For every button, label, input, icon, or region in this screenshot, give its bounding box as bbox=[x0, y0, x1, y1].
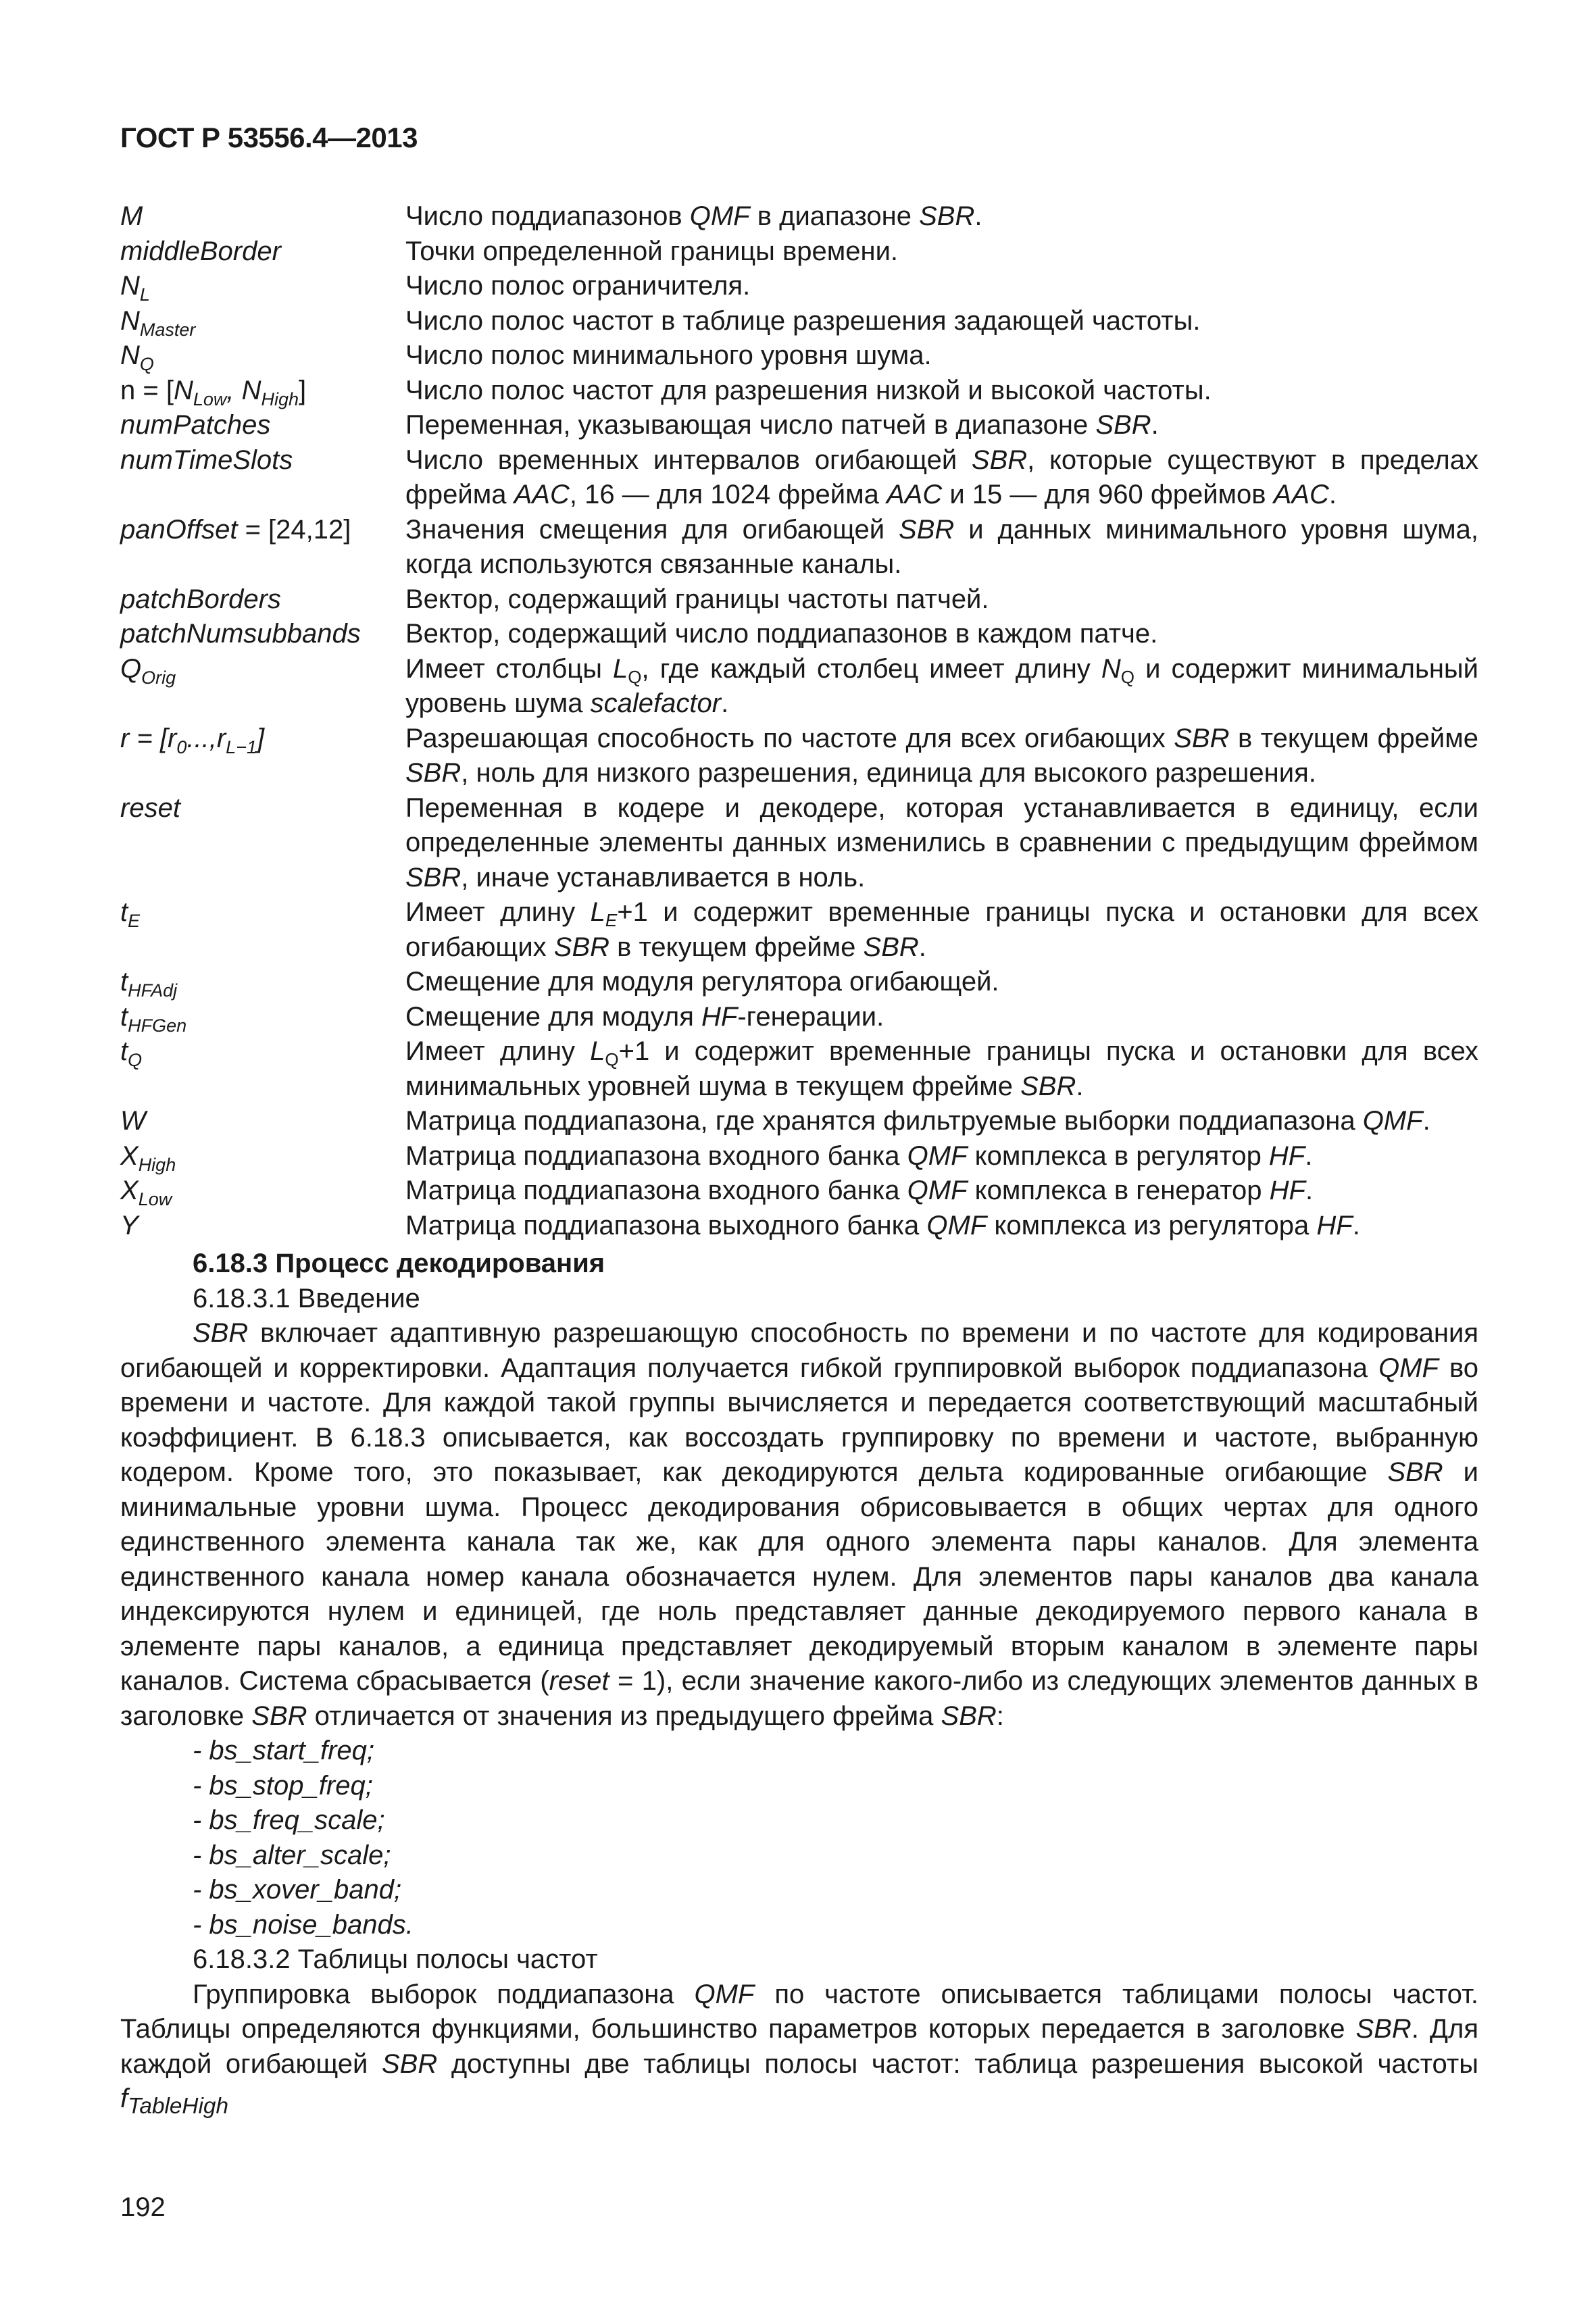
definition-term: M bbox=[120, 201, 143, 231]
list-item: - bs_xover_band; bbox=[193, 1875, 402, 1905]
definition-row bbox=[120, 722, 1478, 791]
definition-description: Вектор, содержащий число поддиапазонов в каждом патче. bbox=[405, 619, 1158, 649]
section-body bbox=[120, 1247, 1478, 2124]
definition-row bbox=[120, 338, 1478, 374]
definition-term: panOffset = [24,12] bbox=[120, 514, 351, 545]
definition-row bbox=[120, 304, 1478, 339]
subsection-title-tables: 6.18.3.2 Таблицы полосы частот bbox=[193, 1944, 598, 1974]
list-item: - bs_alter_scale; bbox=[193, 1840, 391, 1870]
definition-description: Число полос частот для разрешения низкой и высокой частоты. bbox=[405, 375, 1212, 405]
definition-description: Имеет длину $L_E+1$ и содержит временные границы пуска и остановки для всех огибающих SBR в текущем фрейме SBR. bbox=[405, 897, 1479, 962]
definition-term: $t_{HFAdj}$ bbox=[120, 967, 178, 1001]
definition-description: Матрица поддиапазона выходного банка QMF комплекса из регулятора HF. bbox=[405, 1210, 1360, 1240]
definition-term: $t_E$ bbox=[120, 897, 141, 931]
definition-term: numTimeSlots bbox=[120, 445, 293, 475]
list-item: - bs_noise_bands. bbox=[193, 1909, 414, 1940]
definition-term: $r = [r_0...,r_{L-1}]$ bbox=[120, 723, 265, 757]
definition-term: Y bbox=[120, 1210, 139, 1240]
definition-description: Матрица поддиапазона входного банка QMF комплекса в генератор HF. bbox=[405, 1176, 1314, 1205]
definition-term: $N_L$ bbox=[120, 271, 150, 305]
definition-description: Переменная, указывающая число патчей в диапазоне SBR. bbox=[405, 410, 1159, 440]
definition-row bbox=[120, 1000, 1478, 1035]
definition-description: Число полос частот в таблице разрешения задающей частоты. bbox=[405, 305, 1201, 336]
definition-description: Матрица поддиапазона входного банка QMF комплекса в регулятор HF. bbox=[405, 1140, 1313, 1171]
section-title: 6.18.3 Процесс декодирования bbox=[193, 1249, 605, 1278]
definition-description: Точки определенной границы времени. bbox=[405, 236, 899, 266]
definition-description: Имеет длину $L_Q+1$ и содержит временные границы пуска и остановки для всех минимальных уровней шума в текущем фрейме SBR. bbox=[405, 1036, 1479, 1101]
definition-description: Переменная в кодере и декодере, которая устанавливается в единицу, если определенные элементы данных изменились в сравнении с предыдущим фреймом SBR, иначе устанавливается в ноль. bbox=[405, 793, 1478, 892]
definition-row bbox=[120, 1139, 1478, 1174]
definitions-list bbox=[120, 199, 1478, 1243]
definition-row bbox=[120, 965, 1478, 1000]
definition-term: $t_Q$ bbox=[120, 1036, 143, 1070]
definition-description: Смещение для модуля HF-генерации. bbox=[405, 1001, 884, 1032]
definition-term: $N_Q$ bbox=[120, 341, 154, 374]
list-item: - bs_stop_freq; bbox=[193, 1770, 373, 1801]
intro-paragraph: SBR включает адаптивную разрешающую способность по времени и по частоте для кодирования огибающей и корректировки. Адаптация получается гибкой группировкой выборок поддиапазона QMF во времени и частоте. Для каждой такой группы вычисляется и передается соответствующий масштабный коэффициент. В 6.18.3 описывается, как воссоздать группировку по времени и частоте, выбранную кодером. Кроме того, это показывает, как декодируются дельта кодированные огибающие SBR и минимальные уровни шума. Процесс декодирования обрисовывается в общих чертах для одного единственного элемента канала так же, как для одного элемента пары каналов. Для элемента единственного канала номер канала обозначается нулем. Для элементов пары каналов два канала индексируются нулем и единицей, где ноль представляет данные декодируемого первого канала в элементе пары каналов, а единица представляет декодируемый вторым каналом в элементе пары каналов. Система сбрасывается (reset = 1), если значение какого-либо из следующих элементов данных в заголовке SBR отличается от значения из предыдущего фрейма SBR: bbox=[120, 1318, 1479, 1731]
definition-term: $t_{HFGen}$ bbox=[120, 1001, 187, 1036]
definition-description: Число полос ограничителя. bbox=[405, 271, 751, 301]
definition-row bbox=[120, 513, 1478, 582]
definition-description: Матрица поддиапазона, где хранятся фильтруемые выборки поддиапазона QMF. bbox=[405, 1106, 1430, 1136]
definition-term: numPatches bbox=[120, 410, 271, 440]
definition-row bbox=[120, 617, 1478, 652]
definition-row bbox=[120, 1174, 1478, 1209]
definition-row bbox=[120, 234, 1478, 270]
definition-description: Число полос минимального уровня шума. bbox=[405, 341, 932, 370]
definition-description: Число поддиапазонов QMF в диапазоне SBR. bbox=[405, 201, 982, 231]
definition-term: $Q_{Orig}$ bbox=[120, 653, 176, 688]
document-header: ГОСТ Р 53556.4—2013 bbox=[120, 122, 418, 153]
definition-term: reset bbox=[120, 793, 180, 823]
definition-description: Вектор, содержащий границы частоты патчей. bbox=[405, 584, 989, 614]
definition-description: Число временных интервалов огибающей SBR, которые существуют в пределах фрейма AAC, 16 — для 1024 фрейма AAC и 15 — для 960 фреймов AAC. bbox=[405, 445, 1478, 509]
definition-row bbox=[120, 1209, 1478, 1244]
definition-row bbox=[120, 269, 1478, 304]
page-number: 192 bbox=[120, 2192, 166, 2222]
definition-term: $n = [N_{Low}$, $N_{High}$] bbox=[120, 375, 307, 409]
definition-term: middleBorder bbox=[120, 236, 281, 266]
definition-description: Смещение для модуля регулятора огибающей. bbox=[405, 967, 999, 997]
definition-term: W bbox=[120, 1106, 146, 1136]
definition-term: patchBorders bbox=[120, 584, 281, 614]
definition-row bbox=[120, 1104, 1478, 1139]
definition-row bbox=[120, 652, 1478, 722]
definition-row bbox=[120, 408, 1478, 443]
subsection-title-intro: 6.18.3.1 Введение bbox=[193, 1283, 420, 1313]
definition-row bbox=[120, 374, 1478, 409]
frequency-tables-paragraph: Группировка выборок поддиапазона QMF по частоте описывается таблицами полосы частот. Таблицы определяются функциями, большинство параметров которых передается в заголовке SBR. Для каждой огибающей SBR доступны две таблицы полосы частот: таблица разрешения высокой частоты $f_{TableHigh}$ bbox=[120, 1979, 1478, 2119]
definition-row bbox=[120, 895, 1478, 965]
definition-description: Значения смещения для огибающей SBR и данных минимального уровня шума, когда используются связанные каналы. bbox=[405, 514, 1478, 579]
definition-row bbox=[120, 791, 1478, 896]
definition-description: Разрешающая способность по частоте для всех огибающих SBR в текущем фрейме SBR, ноль для низкого разрешения, единица для высокого разрешения. bbox=[405, 723, 1479, 788]
definition-row bbox=[120, 582, 1478, 618]
list-item: - bs_freq_scale; bbox=[193, 1805, 385, 1835]
definition-row bbox=[120, 443, 1478, 513]
list-item: - bs_start_freq; bbox=[193, 1736, 375, 1765]
definition-term: $X_{High}$ bbox=[120, 1140, 176, 1175]
definition-term: $X_{Low}$ bbox=[120, 1176, 172, 1209]
definition-term: $N_{Master}$ bbox=[120, 305, 196, 340]
definition-term: patchNumsubbands bbox=[120, 619, 361, 649]
definition-row bbox=[120, 199, 1478, 234]
definition-row bbox=[120, 1034, 1478, 1104]
reset-elements-list bbox=[120, 1734, 1478, 1942]
definition-description: Имеет столбцы $L_Q$, где каждый столбец имеет длину $N_Q$ и содержит минимальный уровень шума scalefactor. bbox=[405, 653, 1479, 718]
